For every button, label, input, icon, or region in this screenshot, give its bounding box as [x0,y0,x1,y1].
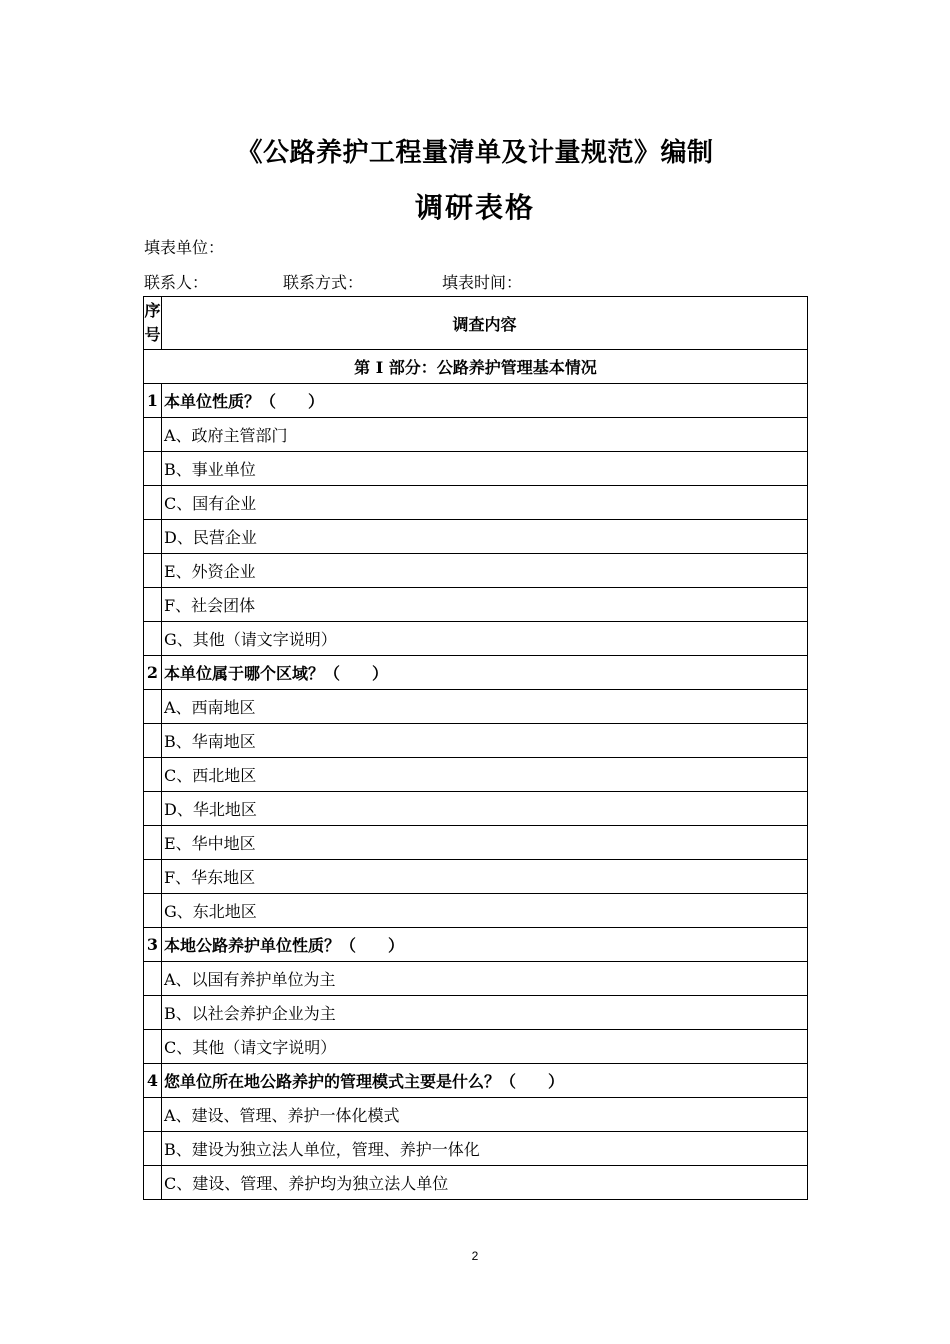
question-number: 2 [144,656,162,690]
option-number-cell [144,1030,162,1064]
option-number-cell [144,860,162,894]
option-row [144,894,808,928]
option-text: A、建设、管理、养护一体化模式 [162,1098,808,1132]
option-number-cell [144,486,162,520]
option-row [144,452,808,486]
option-number-cell [144,962,162,996]
page-number: 2 [471,1249,479,1263]
question-text: 您单位所在地公路养护的管理模式主要是什么？（ ） [162,1064,808,1098]
option-text: E、华中地区 [162,826,808,860]
option-row [144,1030,808,1064]
section-title: 第 I 部分：公路养护管理基本情况 [144,350,808,384]
option-text: B、以社会养护企业为主 [162,996,808,1030]
header-content: 调查内容 [162,297,808,350]
option-text: A、政府主管部门 [162,418,808,452]
option-number-cell [144,520,162,554]
option-number-cell [144,622,162,656]
option-number-cell [144,1132,162,1166]
option-row [144,520,808,554]
option-row [144,1166,808,1200]
question-number: 4 [144,1064,162,1098]
table-header-row [144,297,808,350]
option-number-cell [144,1166,162,1200]
question-row [144,384,808,418]
option-number-cell [144,554,162,588]
option-text: C、国有企业 [162,486,808,520]
option-number-cell [144,826,162,860]
option-text: B、事业单位 [162,452,808,486]
document-subtitle: 调研表格 [414,191,535,224]
option-text: B、建设为独立法人单位，管理、养护一体化 [162,1132,808,1166]
option-text: G、东北地区 [162,894,808,928]
option-number-cell [144,894,162,928]
option-number-cell [144,792,162,826]
option-row [144,996,808,1030]
header-number: 序 号 [144,297,162,350]
option-text: E、外资企业 [162,554,808,588]
option-row [144,622,808,656]
option-row [144,690,808,724]
section-row [144,350,808,384]
option-row [144,1098,808,1132]
option-row [144,486,808,520]
option-row [144,758,808,792]
option-text: C、建设、管理、养护均为独立法人单位 [162,1166,808,1200]
option-row [144,826,808,860]
survey-table [143,296,808,1200]
option-text: A、以国有养护单位为主 [162,962,808,996]
option-text: D、民营企业 [162,520,808,554]
option-text: A、西南地区 [162,690,808,724]
option-number-cell [144,418,162,452]
option-text: F、社会团体 [162,588,808,622]
option-row [144,588,808,622]
option-number-cell [144,724,162,758]
question-number: 1 [144,384,162,418]
option-row [144,554,808,588]
question-text: 本单位属于哪个区域？（ ） [162,656,808,690]
question-text: 本地公路养护单位性质？（ ） [162,928,808,962]
option-text: G、其他（请文字说明） [162,622,808,656]
question-number: 3 [144,928,162,962]
option-text: F、华东地区 [162,860,808,894]
option-number-cell [144,1098,162,1132]
option-row [144,962,808,996]
contact-method-label: 联系方式： [283,273,364,292]
question-row [144,1064,808,1098]
option-row [144,792,808,826]
question-row [144,928,808,962]
option-text: C、西北地区 [162,758,808,792]
date-label: 填表时间： [442,273,523,292]
option-number-cell [144,996,162,1030]
option-text: B、华南地区 [162,724,808,758]
option-number-cell [144,588,162,622]
question-text: 本单位性质？（ ） [162,384,808,418]
option-text: C、其他（请文字说明） [162,1030,808,1064]
option-number-cell [144,758,162,792]
document-title: 《公路养护工程量清单及计量规范》编制 [236,138,714,168]
unit-label: 填表单位： [144,238,225,257]
option-number-cell [144,690,162,724]
option-row [144,1132,808,1166]
option-row [144,860,808,894]
option-number-cell [144,452,162,486]
option-row [144,418,808,452]
question-row [144,656,808,690]
contact-label: 联系人： [144,273,209,292]
option-text: D、华北地区 [162,792,808,826]
option-row [144,724,808,758]
